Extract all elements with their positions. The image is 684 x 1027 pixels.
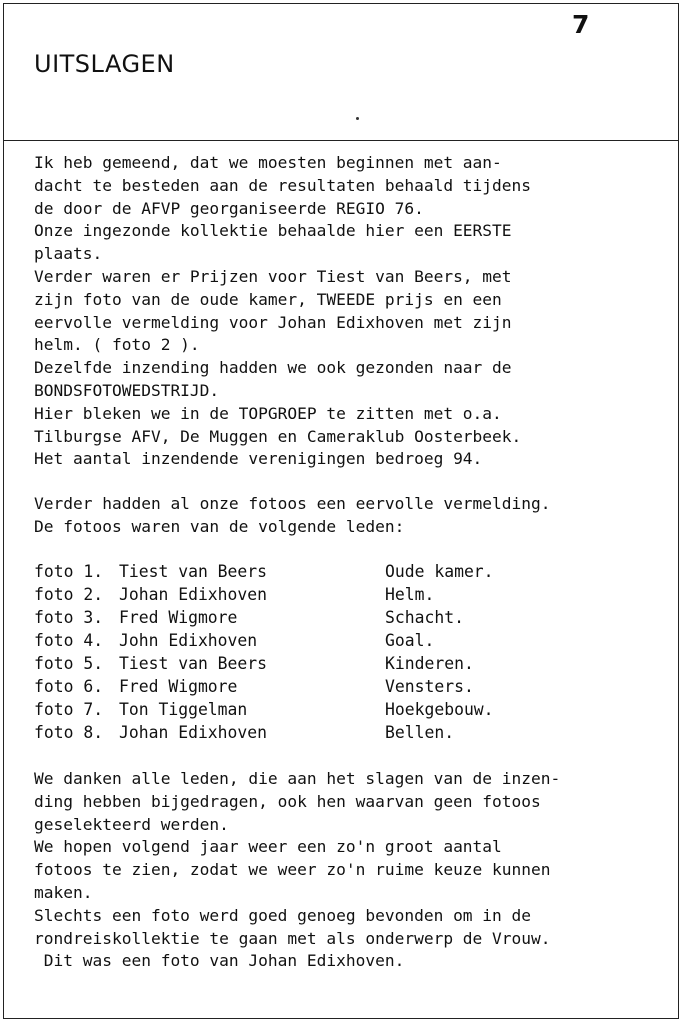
text-line: rondreiskollektie te gaan met als onderwerp de Vrouw.	[34, 928, 551, 948]
text-line: BONDSFOTOWEDSTRIJD.	[34, 380, 220, 400]
text-line: Tilburgse AFV, De Muggen en Cameraklub Oosterbeek.	[34, 426, 522, 446]
text-line: Verder hadden al onze fotoos een eervolle vermelding.	[34, 494, 551, 514]
text-line: dacht te besteden aan de resultaten behaald tijdens	[34, 175, 532, 195]
photo-author: John Edixhoven	[119, 631, 258, 650]
section-heading: UITSLAGEN	[34, 50, 175, 78]
header-rule	[4, 140, 678, 141]
ink-speck	[356, 117, 359, 120]
text-line: helm. ( foto 2 ).	[34, 335, 200, 355]
photo-number: foto 4.	[34, 631, 104, 650]
photo-row	[34, 698, 654, 721]
text-line: de door de AFVP georganiseerde REGIO 76.	[34, 198, 424, 218]
photo-title: Vensters.	[385, 677, 474, 696]
photo-title: Helm.	[385, 585, 435, 604]
photo-row	[34, 583, 654, 606]
photo-row	[34, 652, 654, 675]
text-line: ding hebben bijgedragen, ook hen waarvan geen fotoos	[34, 791, 541, 811]
photo-author: Tiest van Beers	[119, 562, 268, 581]
text-line: Dit was een foto van Johan Edixhoven.	[34, 951, 405, 971]
photo-row	[34, 606, 654, 629]
photo-row	[34, 721, 654, 744]
photo-title: Hoekgebouw.	[385, 700, 494, 719]
document-page	[3, 3, 679, 1019]
photo-author: Fred Wigmore	[119, 608, 238, 627]
photo-number: foto 6.	[34, 677, 104, 696]
photo-author: Fred Wigmore	[119, 677, 238, 696]
text-line: We danken alle leden, die aan het slagen van de inzen-	[34, 769, 561, 788]
text-line: De fotoos waren van de volgende leden:	[34, 516, 405, 536]
photo-number: foto 1.	[34, 562, 104, 581]
photo-author: Johan Edixhoven	[119, 723, 268, 742]
photo-row	[34, 560, 654, 583]
text-line: zijn foto van de oude kamer, TWEEDE prijs en een	[34, 289, 502, 309]
photo-number: foto 7.	[34, 700, 104, 719]
paragraph-gap	[34, 471, 644, 493]
photo-list	[34, 560, 654, 744]
photo-number: foto 8.	[34, 723, 104, 742]
photo-title: Schacht.	[385, 608, 464, 627]
photo-number: foto 3.	[34, 608, 104, 627]
photo-row	[34, 675, 654, 698]
text-line: fotoos te zien, zodat we weer zo'n ruime keuze kunnen	[34, 860, 551, 880]
photo-title: Kinderen.	[385, 654, 474, 673]
text-line: eervolle vermelding voor Johan Edixhoven met zijn	[34, 312, 512, 332]
closing-text	[34, 768, 644, 973]
text-line: Verder waren er Prijzen voor Tiest van Beers, met	[34, 266, 512, 286]
photo-number: foto 2.	[34, 585, 104, 604]
photo-number: foto 5.	[34, 654, 104, 673]
text-line: Ik heb gemeend, dat we moesten beginnen met aan-	[34, 153, 502, 172]
text-line: Onze ingezonde kollektie behaalde hier een EERSTE	[34, 221, 512, 241]
text-line: geselekteerd werden.	[34, 814, 229, 834]
photo-title: Oude kamer.	[385, 562, 494, 581]
text-line: plaats.	[34, 244, 103, 264]
photo-row	[34, 629, 654, 652]
photo-title: Bellen.	[385, 723, 455, 742]
text-line: Dezelfde inzending hadden we ook gezonden naar de	[34, 358, 512, 378]
text-line: Slechts een foto werd goed genoeg bevonden om in de	[34, 905, 532, 925]
page-number: 7	[572, 10, 590, 39]
text-line: Hier bleken we in de TOPGROEP te zitten met o.a.	[34, 403, 502, 423]
photo-author: Johan Edixhoven	[119, 585, 268, 604]
photo-author: Tiest van Beers	[119, 654, 268, 673]
text-line: Het aantal inzendende verenigingen bedroeg 94.	[34, 449, 483, 469]
text-line: We hopen volgend jaar weer een zo'n groot aantal	[34, 837, 502, 857]
photo-author: Ton Tiggelman	[119, 700, 248, 719]
intro-text	[34, 152, 644, 539]
photo-title: Goal.	[385, 631, 435, 650]
text-line: maken.	[34, 882, 93, 902]
